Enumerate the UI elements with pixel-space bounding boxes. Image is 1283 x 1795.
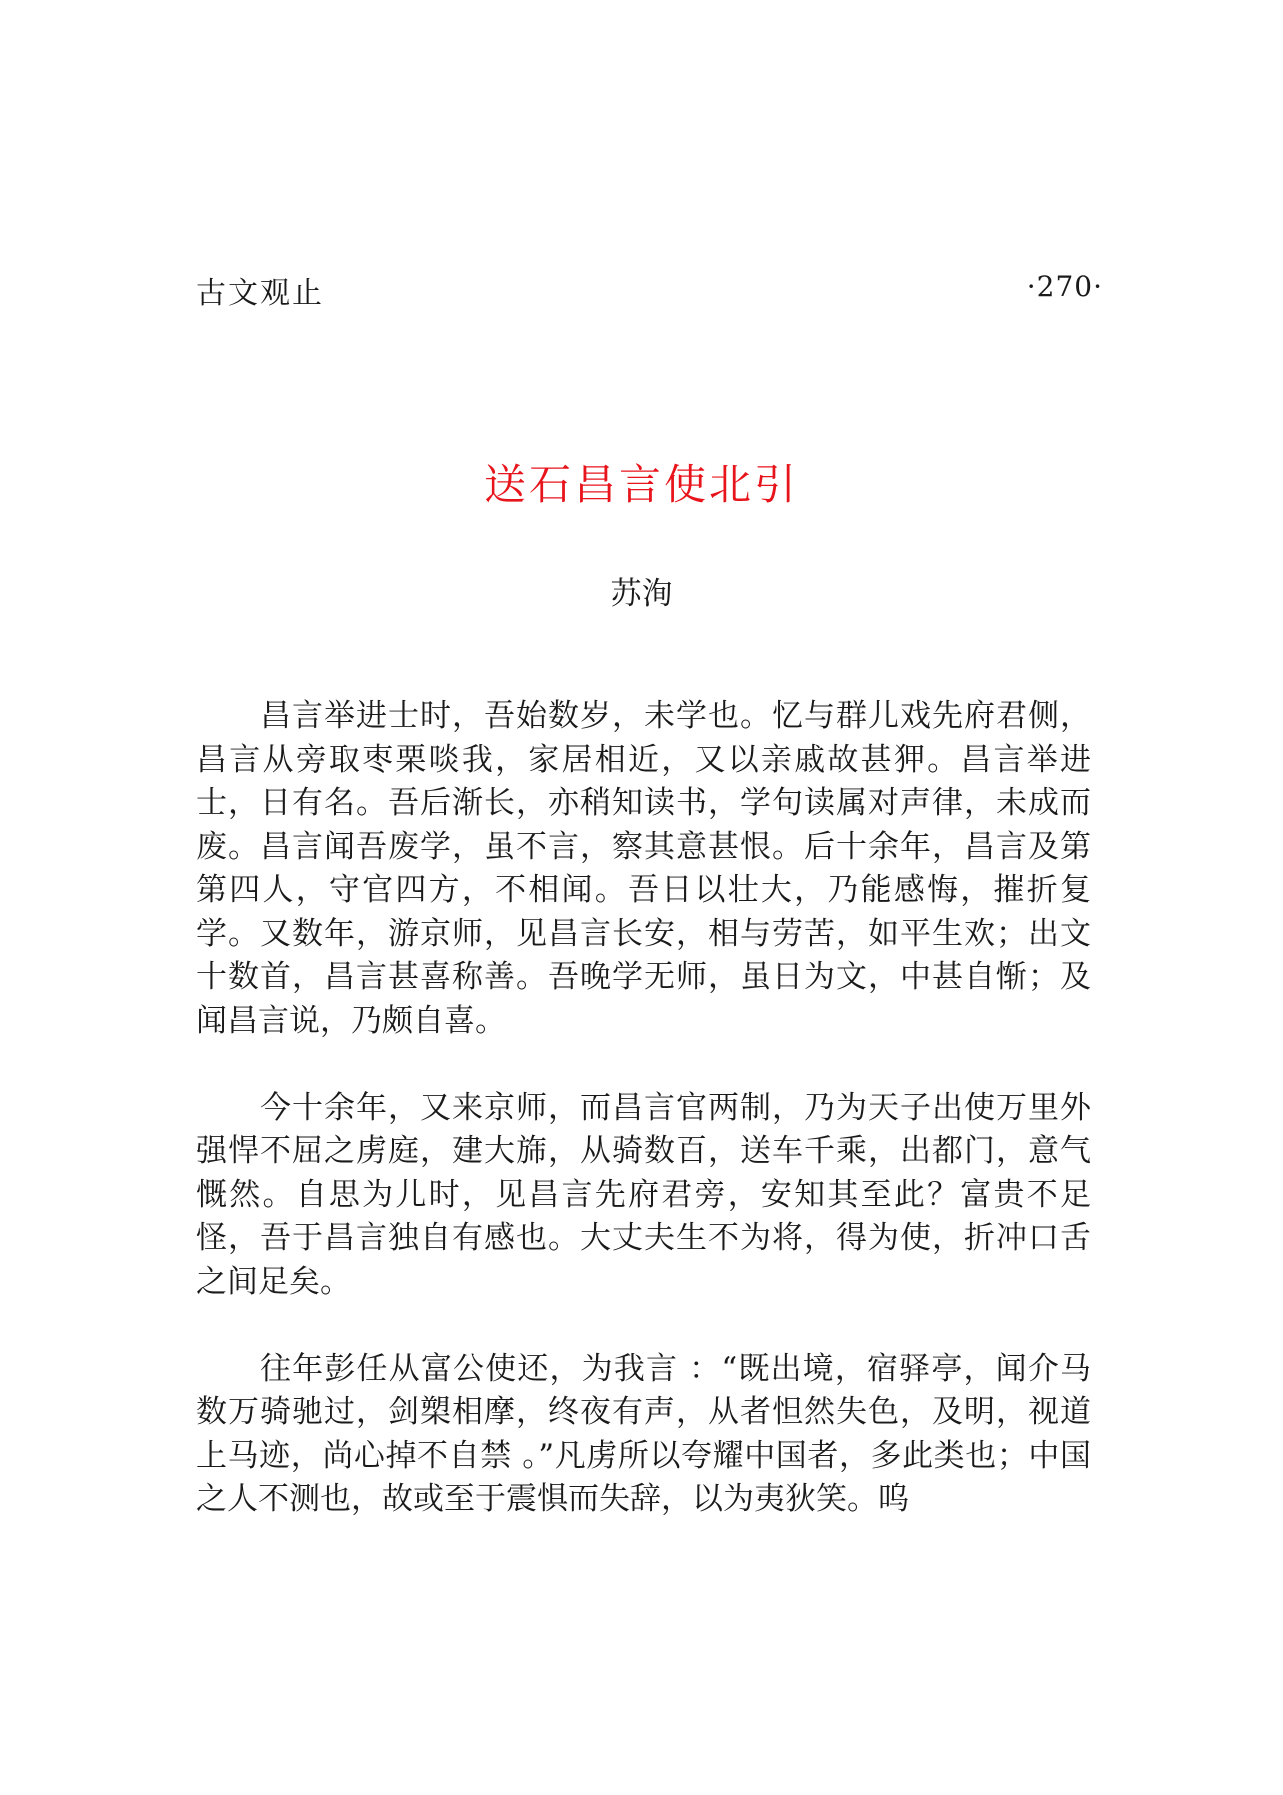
paragraph-2: 今十余年，又来京师，而昌言官两制，乃为天子出使万里外强悍不屈之虏庭，建大旆，从骑数百，送车千乘，出都门，意气慨然。自思为儿时，见昌言先府君旁，安知其至此？富贵不足怪，吾于昌言独自有感也。大丈夫生不为将，得为使，折冲口舌之间足矣。	[196, 1089, 1091, 1300]
book-title: 古文观止	[196, 276, 324, 311]
page-number: ·270·	[1026, 270, 1103, 303]
article-title: 送石昌言使北引	[483, 460, 799, 509]
article-author: 苏洵	[610, 576, 673, 612]
paragraph-3: 往年彭任从富公使还，为我言 ：“既出境，宿驿亭，闻介马数万骑驰过，剑槊相摩，终夜有声，从者怛然失色，及明，视道上马迹，尚心掉不自禁 。”凡虏所以夸耀中国者，多此类也；中国之人不测也，故或至于震惧而失辞，以为夷狄笑。呜	[196, 1350, 1091, 1517]
article-body	[196, 695, 1091, 1565]
paragraph-1: 昌言举进士时，吾始数岁，未学也。忆与群儿戏先府君侧，昌言从旁取枣栗啖我，家居相近，又以亲戚故甚狎。昌言举进士，日有名。吾后渐长，亦稍知读书，学句读属对声律，未成而废。昌言闻吾废学，虽不言，察其意甚恨。后十余年，昌言及第第四人，守官四方，不相闻。吾日以壮大，乃能感悔，摧折复学。又数年，游京师，见昌言长安，相与劳苦，如平生欢；出文十数首，昌言甚喜称善。吾晚学无师，虽日为文，中甚自惭；及闻昌言说，乃颇自喜。	[196, 698, 1091, 1039]
